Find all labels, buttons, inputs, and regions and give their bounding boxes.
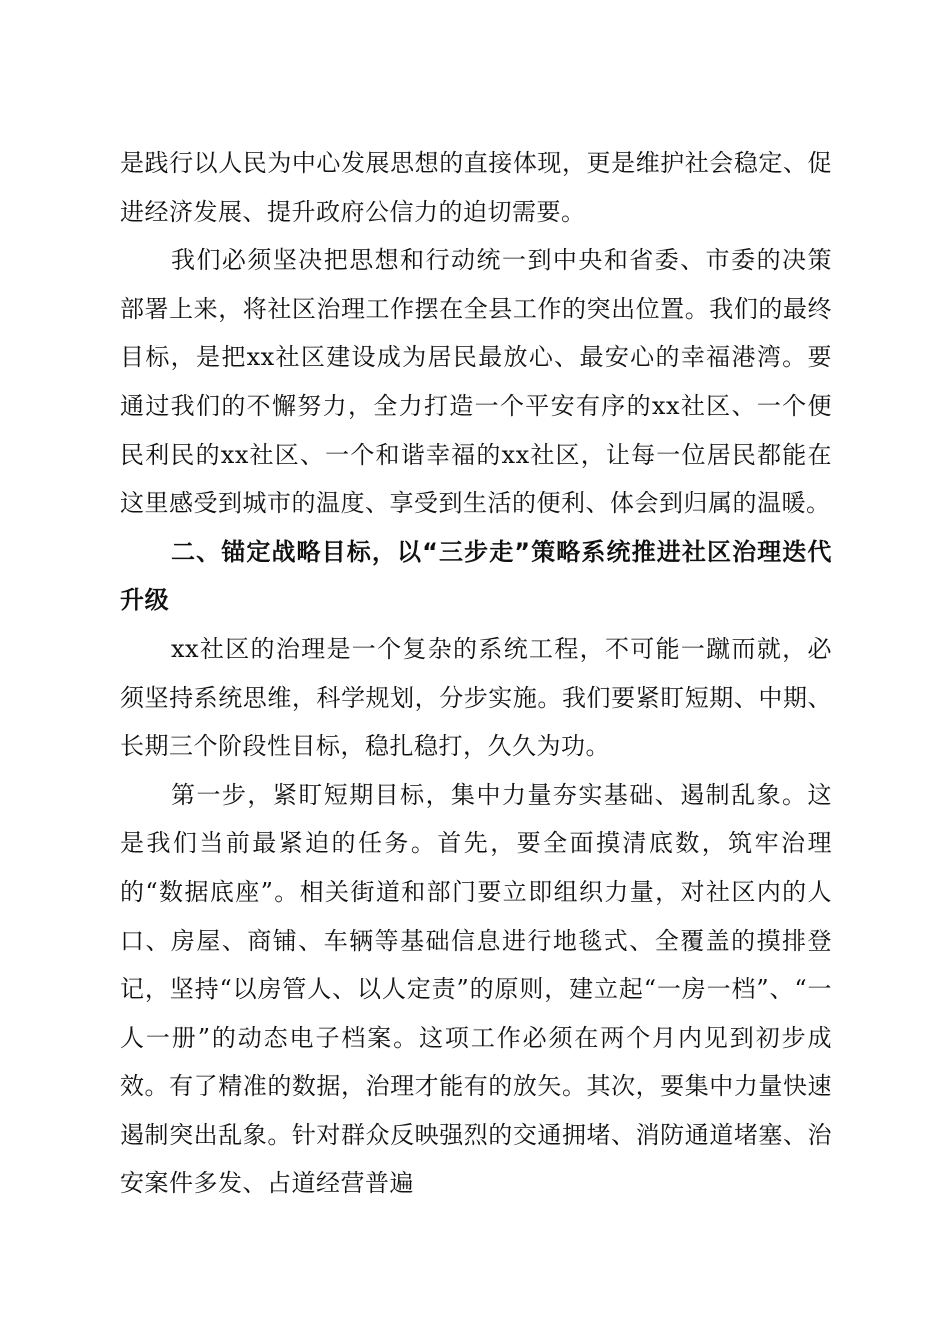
paragraph-step-one: 第一步，紧盯短期目标，集中力量夯实基础、遏制乱象。这是我们当前最紧迫的任务。首先，要全面摸清底数，筑牢治理的“数据底座”。相关街道和部门要立即组织力量，对社区内的人口、房屋、商铺、车辆等基础信息进行地毯式、全覆盖的摸排登记，坚持“以房管人、以人定责”的原则，建立起“一房一档”、“一人一册”的动态电子档案。这项工作必须在两个月内见到初步成效。有了精准的数据，治理才能有的放矢。其次，要集中力量快速遏制突出乱象。针对群众反映强烈的交通拥堵、消防通道堵塞、治安案件多发、占道经营普遍 [120,780,832,1198]
paragraph-system-engineering: xx社区的治理是一个复杂的系统工程，不可能一蹴而就，必须坚持系统思维，科学规划，分步实施。我们要紧盯短期、中期、长期三个阶段性目标，稳扎稳打，久久为功。 [120,634,832,761]
paragraph-continuation: 是践行以人民为中心发展思想的直接体现，更是维护社会稳定、促进经济发展、提升政府公信力的迫切需要。 [120,149,832,226]
section-heading: 二、锚定战略目标，以“三步走”策略系统推进社区治理迭代升级 [120,537,832,615]
paragraph-goals: 我们必须坚决把思想和行动统一到中央和省委、市委的决策部署上来，将社区治理工作摆在全县工作的突出位置。我们的最终目标，是把xx社区建设成为居民最放心、最安心的幸福港湾。要通过我们的不懈努力，全力打造一个平安有序的xx社区、一个便民利民的xx社区、一个和谐幸福的xx社区，让每一位居民都能在这里感受到城市的温度、享受到生活的便利、体会到归属的温暖。 [120,246,832,518]
document-body [120,139,832,1208]
